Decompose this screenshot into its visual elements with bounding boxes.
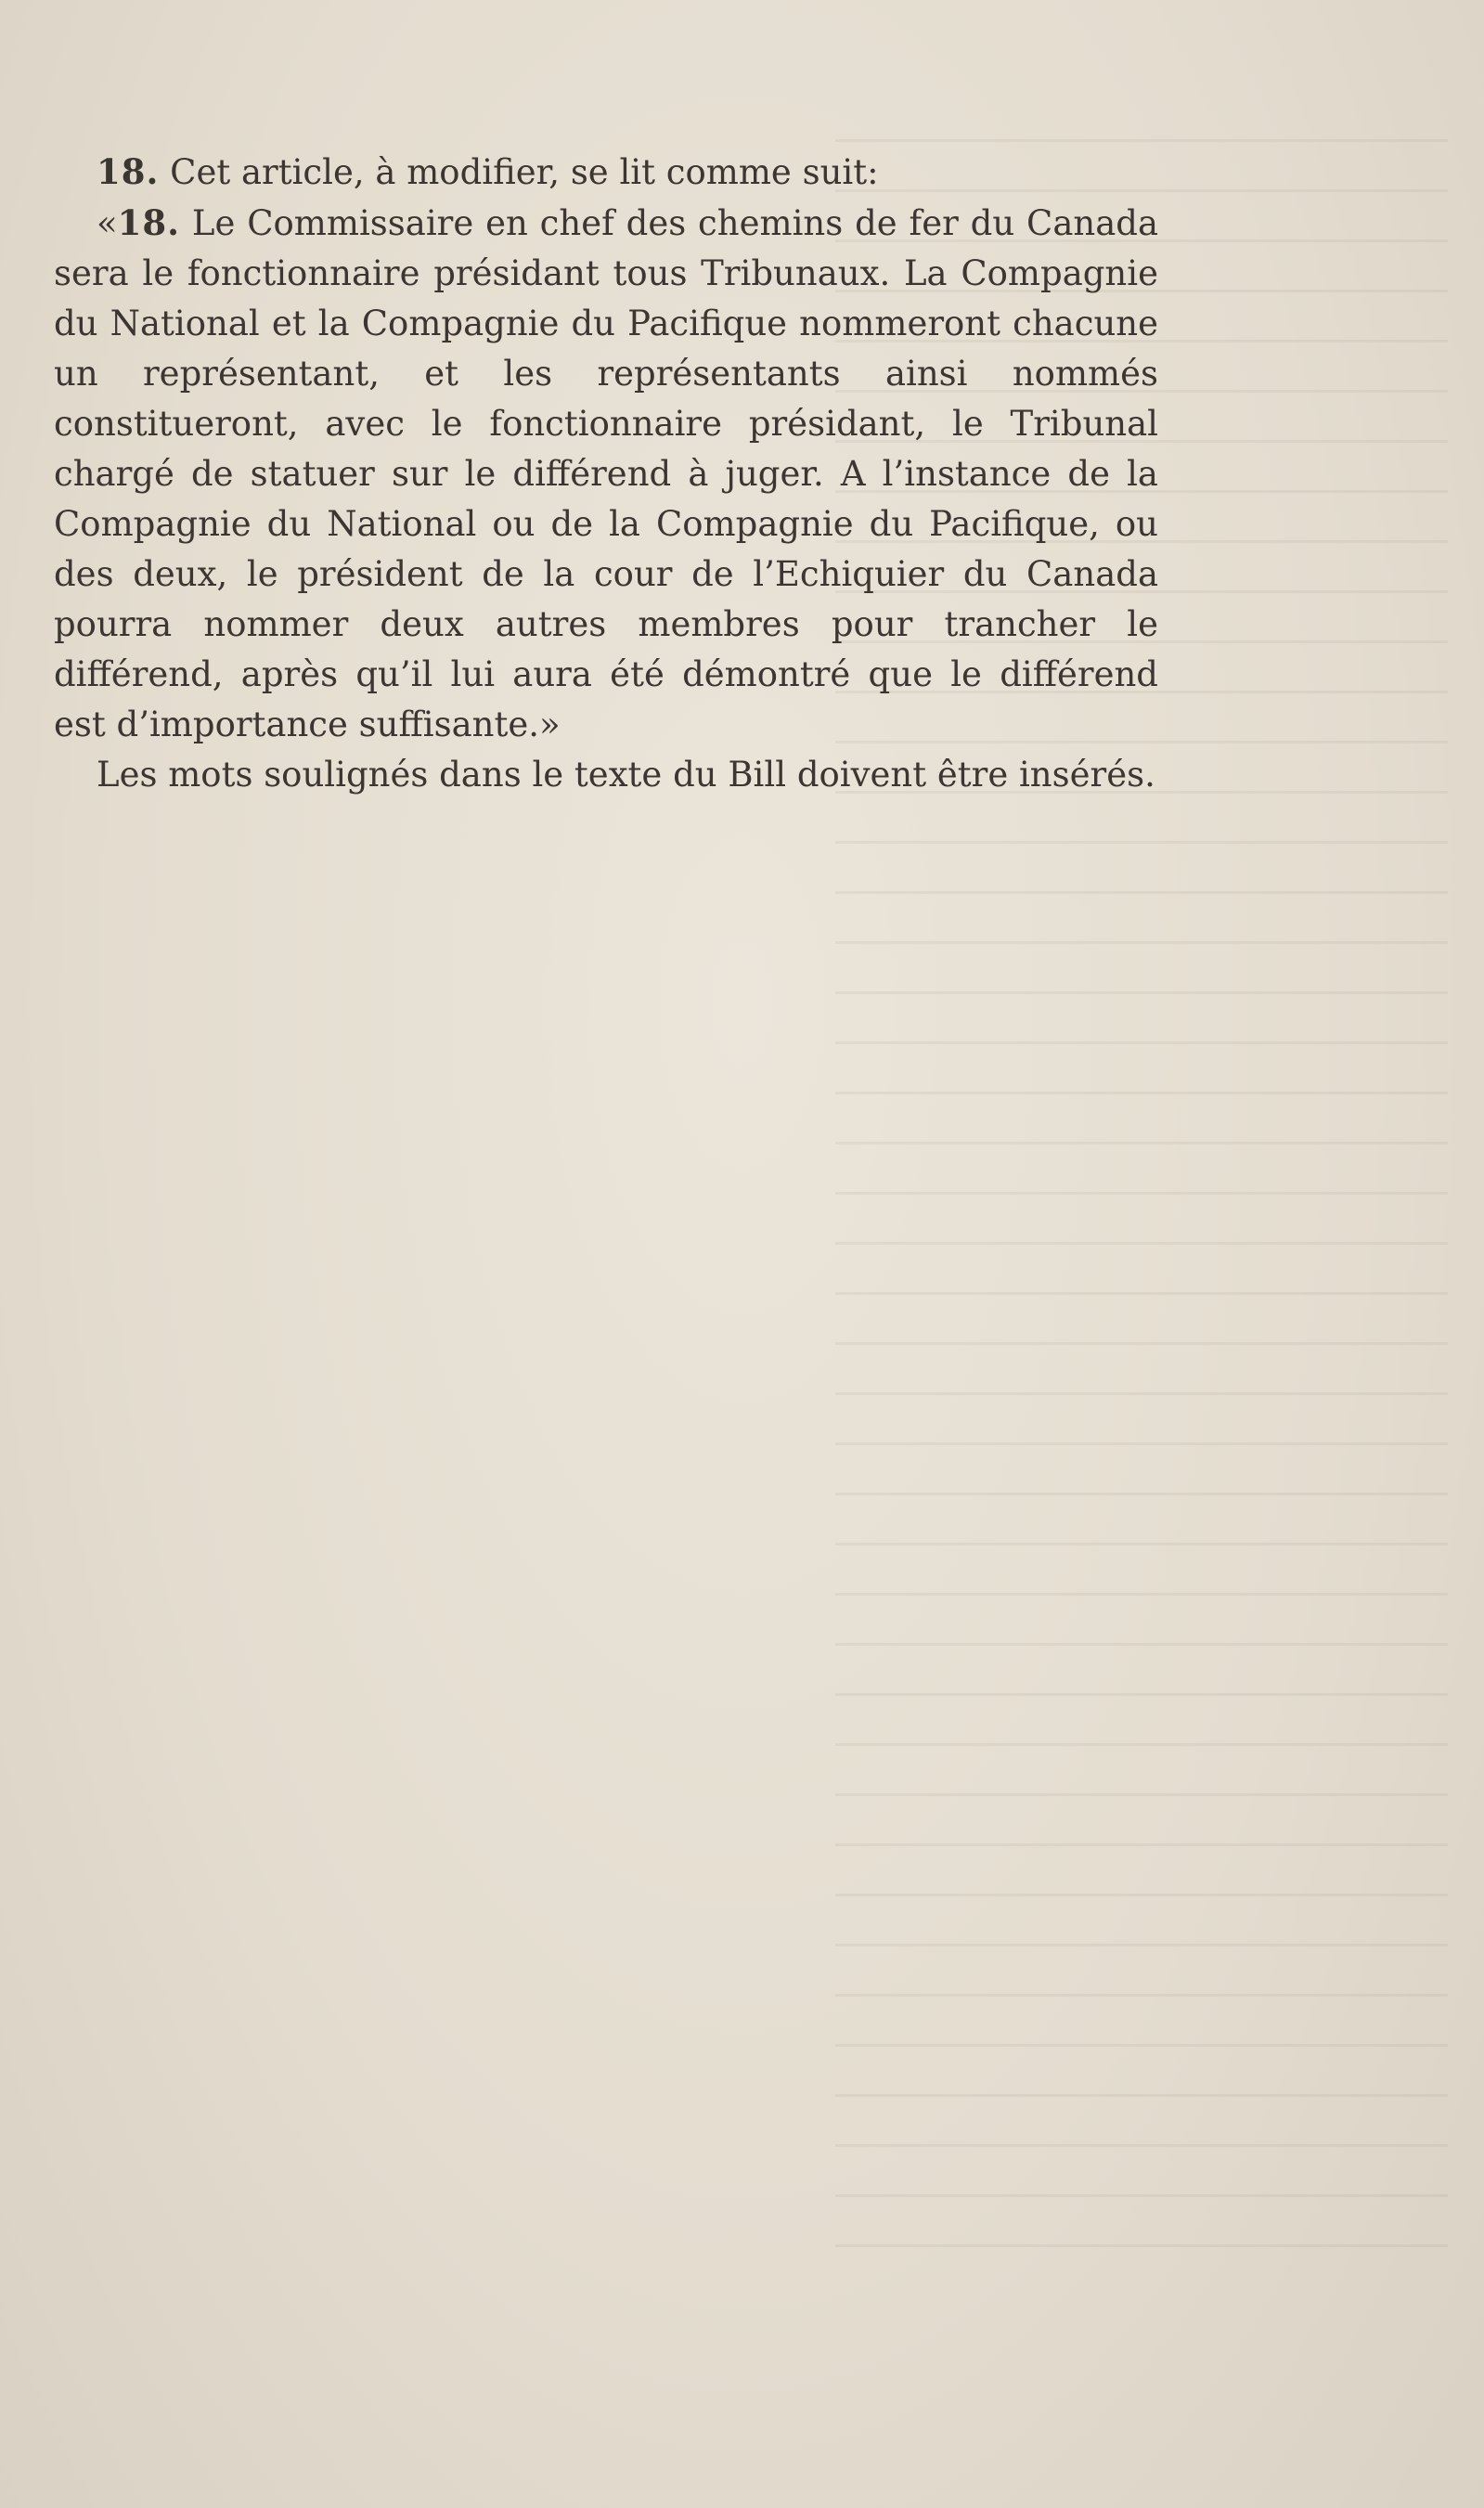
note-text: Les mots soulignés dans le texte du Bill doivent être insérés.: [97, 755, 1155, 795]
quoted-article-text: Le Commissaire en chef des chemins de fer du Canada sera le fonctionnaire présidant tous Tribunaux. La Compagnie du National et la Compagnie du Pacifique nommeront chacune un représentant, et les représentants ainsi nommés constitueront, avec le fonctionnaire présidant, le Tribunal chargé de statuer sur le différend à juger. A l’instance de la Compagnie du National ou de la Compagnie du Pacifique, ou des deux, le président de la cour de l’Echiquier du Canada pourra nommer deux autres membres pour trancher le différend, après qu’il lui aura été démontré que le différend est d’importance suffisante.»: [54, 203, 1159, 744]
quoted-article-paragraph: [54, 198, 1158, 750]
section-intro-text: Cet article, à modifier, se lit comme suit:: [170, 152, 879, 192]
note-paragraph: [54, 750, 1158, 800]
quote-open-mark: «: [97, 203, 118, 243]
document-body: [54, 147, 1158, 800]
quoted-article-number: 18.: [117, 202, 181, 243]
section-intro-paragraph: [54, 147, 1158, 198]
section-number: 18.: [97, 151, 160, 192]
